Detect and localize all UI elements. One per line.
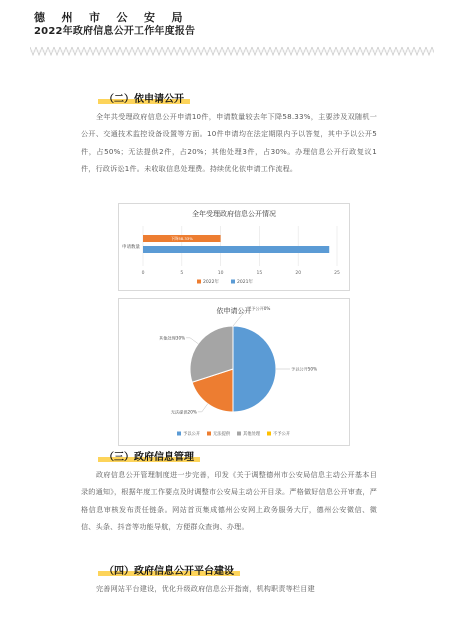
- slice-label: 其他处理30%: [159, 335, 186, 341]
- x-tick-label: 0: [141, 271, 145, 276]
- legend-swatch: [231, 280, 235, 284]
- bar-chart-title: 全年受理政府信息公开情况: [192, 210, 276, 218]
- report-header: [34, 11, 199, 39]
- legend-label: 2021年: [237, 280, 253, 285]
- section-3-paragraph: 政府信息公开管理制度进一步完善，印发《关于调整德州市公安局信息主动公开基本目录的通知》，根据年度工作要点及时调整市公安局主动公开目录。严格做好信息公开审查，严格信息审核发布责任链条。网站首页集成德州公安网上政务服务大厅，德州公安微信、微信、头条、抖音等功能导航，方便群众查询、办理。: [81, 470, 377, 531]
- section-4-heading: （四）政府信息公开平台建设: [100, 562, 238, 577]
- report-title: 2022年政府信息公开工作年度报告: [34, 26, 196, 37]
- x-tick-label: 25: [334, 271, 340, 276]
- legend-swatch: [197, 280, 201, 284]
- legend-label: 其他处理: [243, 432, 261, 437]
- category-label: 申请数量: [122, 245, 140, 250]
- slice-label: 不予公开0%: [247, 306, 271, 311]
- bar-2021年: [143, 246, 329, 253]
- section-3-heading: （三）政府信息管理: [100, 448, 198, 463]
- x-tick-label: 20: [295, 271, 302, 276]
- x-tick-label: 10: [217, 271, 224, 276]
- legend-label: 2022年: [203, 280, 219, 285]
- slice-label: 予以公开50%: [291, 366, 318, 372]
- pie-slice-予以公开: [233, 326, 276, 412]
- pie-chart-panel: [118, 298, 350, 446]
- legend-swatch: [267, 432, 271, 436]
- bar-chart: [119, 204, 349, 290]
- legend-label: 不予公开: [273, 432, 291, 437]
- legend-swatch: [207, 432, 211, 436]
- section-4-paragraph: 完善网站平台建设，优化升级政府信息公开指南，机构职责等栏目建: [96, 584, 315, 593]
- slice-label: 无法提供20%: [170, 409, 197, 415]
- x-tick-label: 15: [256, 271, 263, 276]
- pie-chart: [119, 299, 349, 445]
- legend-swatch: [177, 432, 181, 436]
- decorative-divider: [30, 43, 434, 59]
- pie-chart-title: 依申请公开: [216, 307, 252, 315]
- organization-name: 德州市公安局: [34, 11, 199, 24]
- legend-swatch: [237, 432, 241, 436]
- bar-chart-panel: [118, 203, 350, 291]
- section-2-paragraph: 全年共受理政府信息公开申请10件，申请数量较去年下降58.33%，主要涉及双随机一公开、交通技术监控设备设置等方面。10件申请均在法定期限内予以答复，其中予以公开5件，占50%；无法提供2件，占20%；其他处理3件，占30%。办理信息公开行政复议1件，行政诉讼1件。未收取信息处理费。持续优化依申请工作流程。: [81, 112, 377, 173]
- leader-line: [198, 404, 208, 412]
- x-tick-label: 5: [180, 271, 184, 276]
- leader-line: [186, 338, 198, 344]
- legend-label: 予以公开: [183, 432, 201, 437]
- section-2-heading: （二）依申请公开: [100, 90, 188, 105]
- bar-annotation: 下降58.33%: [170, 236, 193, 241]
- legend-label: 无法提供: [213, 432, 231, 437]
